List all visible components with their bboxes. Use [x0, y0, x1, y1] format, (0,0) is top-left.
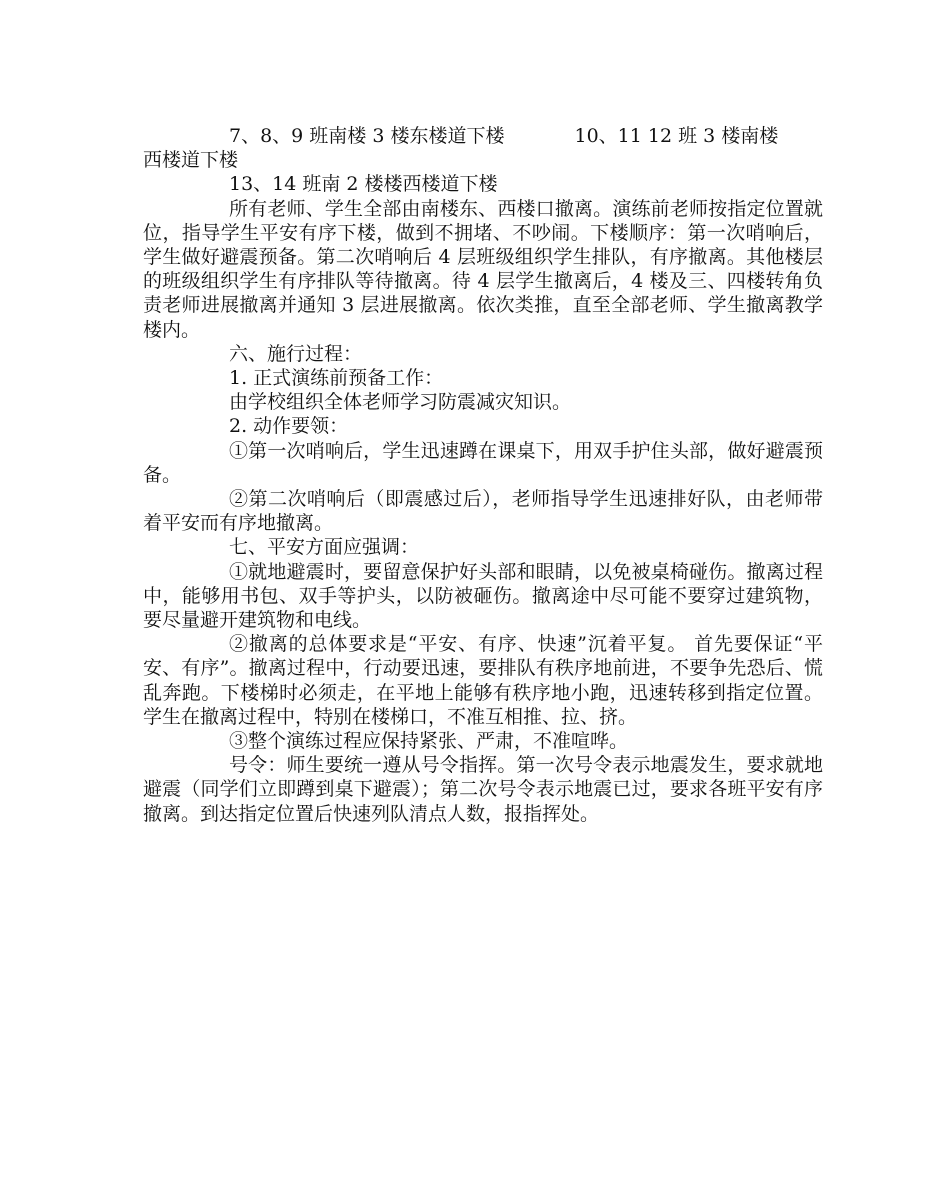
subheading-preparation: 1. 正式演练前预备工作：: [229, 367, 444, 390]
route-line-1-wrap: 西楼道下楼: [143, 149, 239, 172]
route-line-2: 13、14 班南 2 楼楼西楼道下楼: [229, 173, 498, 196]
paragraph-second-whistle: ②第二次哨响后（即震感过后），老师指导学生迅速排好队，由老师带着平安而有序地撤离。: [143, 488, 823, 535]
paragraph-safety-2: ②撤离的总体要求是“平安、有序、快速”沉着平复。 首先要保证“平安、有序”。撤离过程中，行动要迅速，要排队有秩序地前进，不要争先恐后、慌乱奔跑。下楼梯时必须走，在平地上能够有秩序地小跑，迅速转移到指定位置。学生在撤离过程中，特别在楼梯口，不准互相推、拉、挤。: [143, 633, 823, 728]
heading-implementation-process: 六、施行过程：: [229, 342, 363, 365]
route-line-1: [143, 124, 823, 148]
subheading-action-points: 2. 动作要领：: [229, 415, 349, 438]
route-1b-text: 10、11 12 班 3 楼南楼: [574, 125, 779, 147]
paragraph-preparation: 由学校组织全体老师学习防震减灾知识。: [229, 391, 572, 414]
paragraph-safety-3: ③整个演练过程应保持紧张、严肃，不准喧哗。: [229, 730, 629, 753]
route-1a-text: 7、8、9 班南楼 3 楼东楼道下楼: [229, 125, 505, 147]
paragraph-first-whistle: ①第一次哨响后，学生迅速蹲在课桌下，用双手护住头部，做好避震预备。: [143, 439, 823, 486]
heading-safety-emphasis: 七、平安方面应强调：: [229, 536, 420, 559]
paragraph-safety-1: ①就地避震时，要留意保护好头部和眼睛，以免被桌椅碰伤。撤离过程中，能够用书包、双手等护头，以防被砸伤。撤离途中尽可能不要穿过建筑物，要尽量避开建筑物和电线。: [143, 560, 823, 632]
paragraph-evacuation-order: 所有老师、学生全部由南楼东、西楼口撤离。演练前老师按指定位置就位，指导学生平安有序下楼，做到不拥堵、不吵闹。下楼顺序：第一次哨响后，学生做好避震预备。第二次哨响后 4 层班级组织学生排队，有序撤离。其他楼层的班级组织学生有序排队等待撤离。待 4 层学生撤离后，4 楼及三、四楼转角负责老师进展撤离并通知 3 层进展撤离。依次类推，直至全部老师、学生撤离教学楼内。: [143, 197, 823, 341]
document-page: [143, 124, 823, 826]
paragraph-commands: 号令：师生要统一遵从号令指挥。第一次号令表示地震发生，要求就地避震（同学们立即蹲到桌下避震）；第二次号令表示地震已过，要求各班平安有序撤离。到达指定位置后快速列队清点人数，报指挥处。: [143, 754, 823, 825]
